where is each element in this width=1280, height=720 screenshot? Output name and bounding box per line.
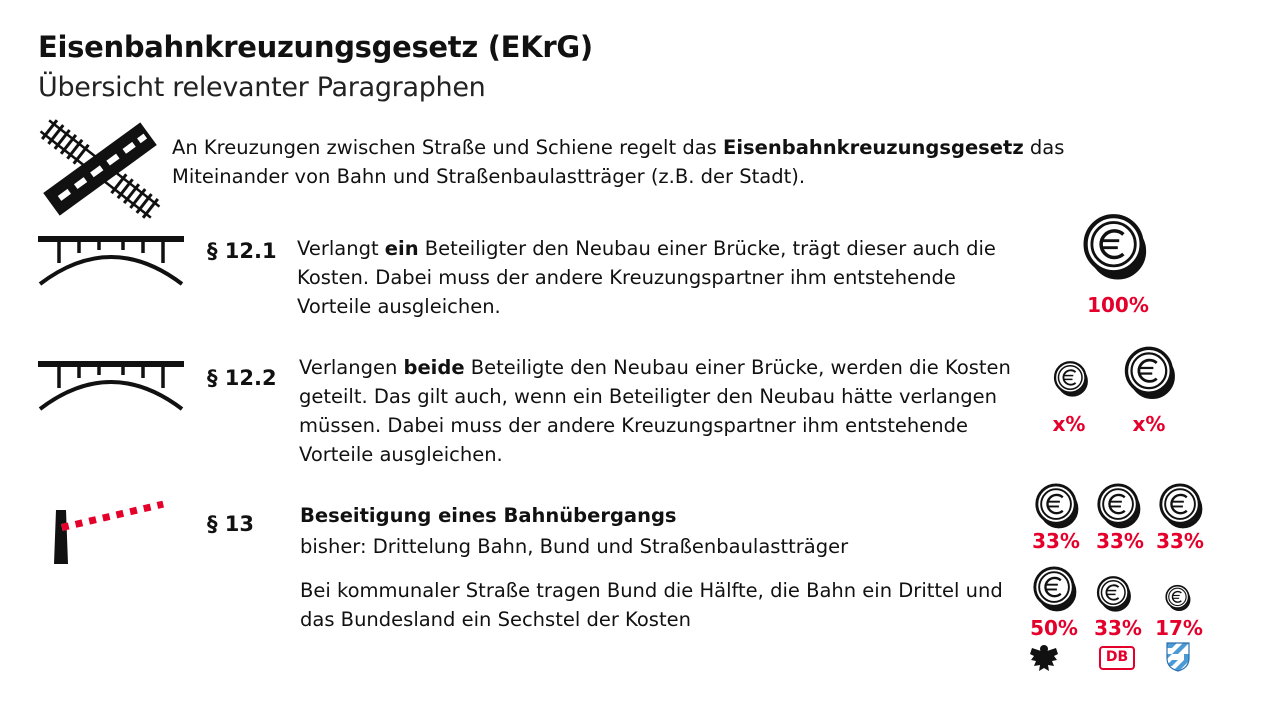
euro-coin-icon (1164, 584, 1192, 616)
paragraph-12-2-text: Verlangen beide Beteiligte den Neubau einer Brücke, werden die Kosten geteilt. Das gilt auch, wenn ein Beteiligter den Neubau hätte verlangen müssen. Dabei muss der andere Kreuzungspartner ihm entstehende Vorteile ausgleichen. (299, 356, 1011, 466)
cost-share-label: 33% (1096, 529, 1144, 553)
paragraph-13-current: Bei kommunaler Straße tragen Bund die Hälfte, die Bahn ein Drittel und das Bundesland ein Sechstel der Kosten (300, 579, 1003, 631)
cost-share-label: x% (1052, 412, 1086, 436)
cost-share-label: 50% (1030, 616, 1078, 640)
paragraph-12-1: § 12.1 (207, 239, 277, 263)
bridge-icon (38, 361, 184, 415)
cost-share-label: x% (1132, 412, 1166, 436)
euro-coin-icon (1080, 212, 1150, 286)
bridge-icon (38, 236, 184, 290)
bavaria-coat-of-arms-icon (1166, 642, 1190, 676)
page-title: Eisenbahnkreuzungsgesetz (EKrG) (38, 30, 593, 64)
road-rail-crossing-icon (44, 128, 156, 214)
cost-share-label: 33% (1156, 529, 1204, 553)
intro-text: An Kreuzungen zwischen Straße und Schiene regelt das Eisenbahnkreuzungsgesetz das Miteinander von Bahn und Straßenbaulastträger (z.B. der Stadt). (172, 136, 1065, 188)
level-crossing-barrier-icon (48, 498, 173, 572)
euro-coin-icon (1052, 360, 1090, 402)
euro-coin-icon (1031, 565, 1079, 617)
paragraph-13-previous: bisher: Drittelung Bahn, Bund und Straßenbaulastträger (300, 535, 849, 558)
cost-share-label: 100% (1087, 293, 1149, 317)
euro-coin-icon (1033, 482, 1081, 534)
paragraph-13: § 13 (207, 512, 255, 536)
euro-coin-icon (1157, 482, 1205, 534)
euro-coin-icon (1095, 575, 1133, 617)
paragraph-12-1-text: Verlangt ein Beteiligter den Neubau einer Brücke, trägt dieser auch die Kosten. Dabei muss der andere Kreuzungspartner ihm entstehende Vorteile ausgleichen. (297, 237, 996, 318)
cost-share-label: 17% (1155, 616, 1203, 640)
cost-share-label: 33% (1032, 529, 1080, 553)
paragraph-13-heading: Beseitigung eines Bahnübergangs (300, 504, 677, 527)
federal-eagle-icon (1028, 642, 1060, 678)
cost-share-label: 33% (1094, 616, 1142, 640)
page-subtitle: Übersicht relevanter Paragraphen (38, 72, 486, 103)
euro-coin-icon (1095, 482, 1143, 534)
db-logo: DB (1099, 646, 1135, 670)
euro-coin-icon (1122, 345, 1178, 405)
paragraph-12-2: § 12.2 (207, 366, 277, 390)
